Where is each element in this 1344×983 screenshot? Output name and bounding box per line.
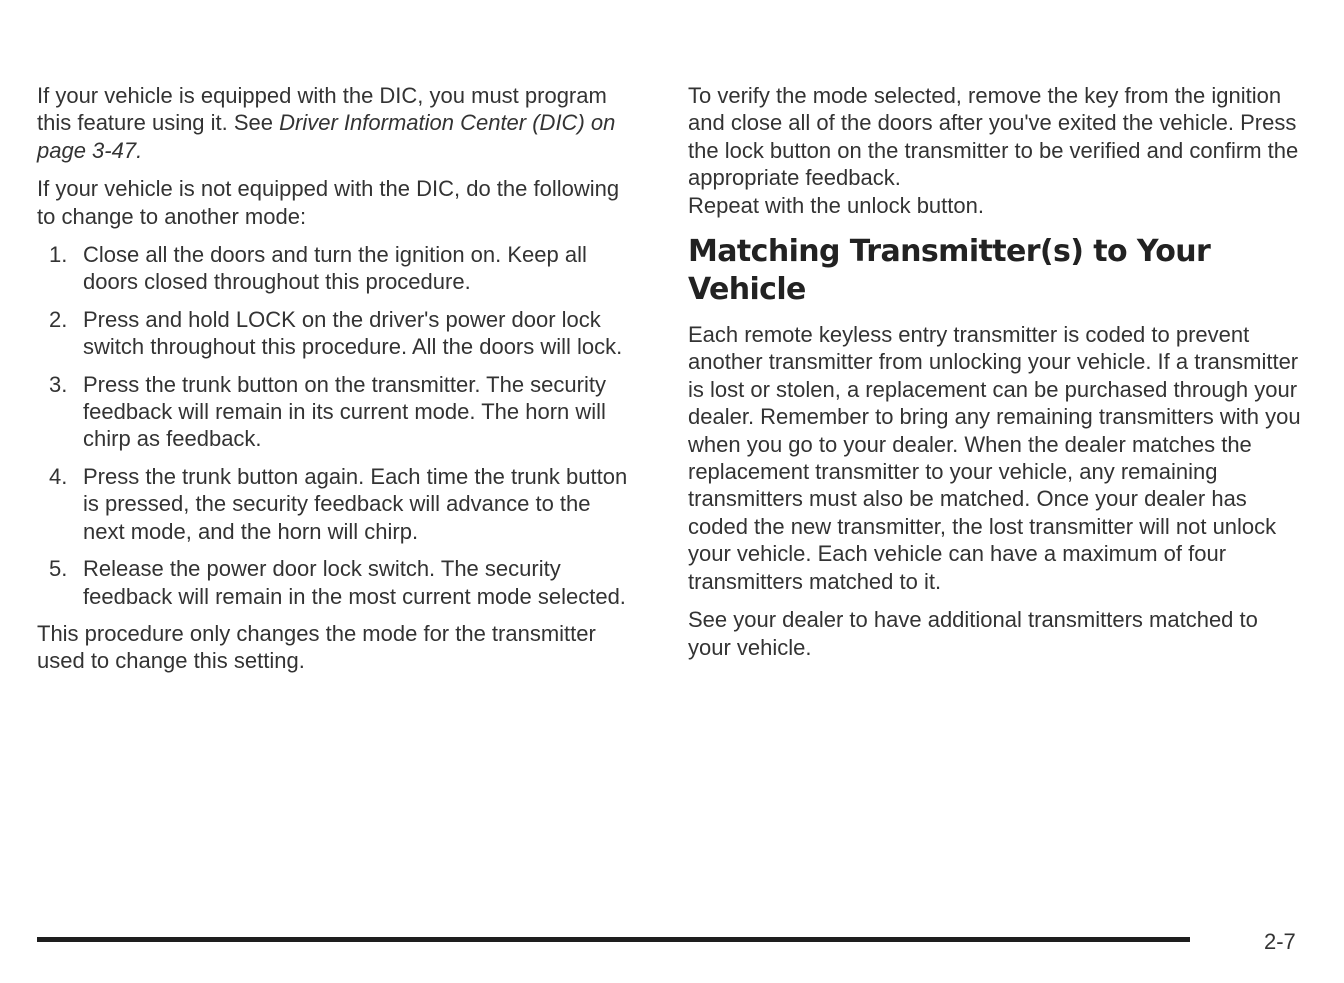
step-text: Close all the doors and turn the ignition on. Keep all doors closed throughout this procedure. [83, 242, 587, 295]
step-item [37, 306, 632, 361]
additional-transmitters-paragraph: See your dealer to have additional transmitters matched to your vehicle. [688, 607, 1258, 660]
step-text: Press the trunk button on the transmitter. The security feedback will remain in its current mode. The horn will chirp as feedback. [83, 371, 606, 452]
matching-transmitters-paragraph: Each remote keyless entry transmitter is coded to prevent another transmitter from unlocking your vehicle. If a transmitter is lost or stolen, a replacement can be purchased through your dealer. Remember to bring any remaining transmitters with you when you go to your dealer. When the dealer matches the replacement transmitter to your vehicle, any remaining transmitters must also be matched. Once your dealer has coded the new transmitter, the lost transmitter will not unlock your vehicle. Each vehicle can have a maximum of four transmitters matched to it. [688, 322, 1301, 594]
footer-rule [37, 937, 1190, 942]
step-number: 1. [49, 242, 68, 268]
left-column [37, 82, 632, 686]
section-heading: Matching Transmitter(s) to Your Vehicle [688, 234, 1211, 308]
step-number: 2. [49, 306, 68, 332]
step-item [37, 241, 632, 296]
step-text: Release the power door lock switch. The security feedback will remain in the most current mode selected. [83, 556, 626, 609]
dic-equipped-paragraph [37, 82, 632, 164]
step-item [37, 371, 632, 453]
step-item [37, 463, 632, 545]
dic-page-reference: Driver Information Center (DIC) on page 3-47. [37, 110, 616, 163]
verify-mode-paragraph: To verify the mode selected, remove the key from the ignition and close all of the doors after you've exited the vehicle. Press the lock button on the transmitter to be verified and confirm the appropriate feedback. [688, 83, 1299, 191]
repeat-unlock-line: Repeat with the unlock button. [688, 192, 984, 218]
step-text: Press and hold LOCK on the driver's power door lock switch throughout this procedure. All the doors will lock. [83, 306, 623, 360]
right-column [688, 82, 1303, 672]
procedure-note-paragraph: This procedure only changes the mode for the transmitter used to change this setting. [37, 620, 596, 674]
step-number: 5. [49, 556, 68, 582]
page-number: 2-7 [1264, 929, 1296, 954]
step-item [37, 555, 632, 610]
step-number: 4. [49, 463, 68, 489]
step-text: Press the trunk button again. Each time the trunk button is pressed, the security feedback will advance to the next mode, and the horn will chirp. [83, 463, 628, 544]
dic-not-equipped-paragraph: If your vehicle is not equipped with the DIC, do the following to change to another mode: [37, 176, 620, 229]
dic-equipped-text: If your vehicle is equipped with the DIC, you must program this feature using it. See [37, 83, 607, 136]
mode-change-steps [37, 241, 632, 610]
step-number: 3. [49, 371, 68, 397]
